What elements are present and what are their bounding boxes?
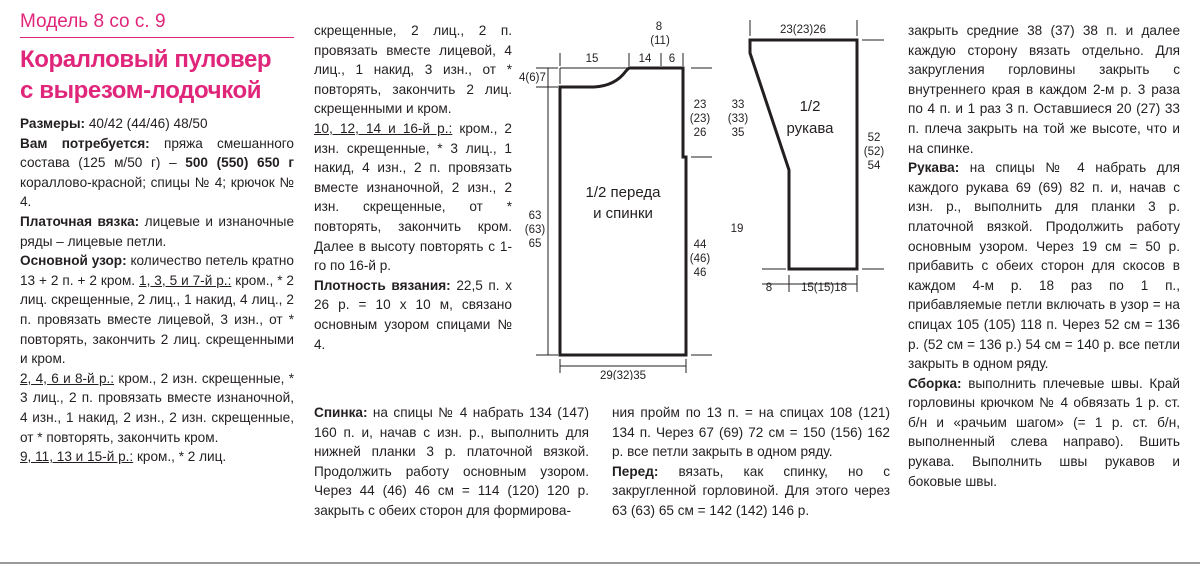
sleeves-label: Рукава: [908, 160, 960, 176]
sleeves-text: на спицы № 4 набрать для каждого рукава 69 (69) 82 п. и, начав с изн. р., выполнить для планки 3 р. платочной вязкой. Продолжить работу основным узором. Через 19 см = 50 р. прибавить с обеих сторон для скосов в каждом 4-м р. 18 раз по 1 п., прибавляемые петли включать в узор = на спицах 105 (105) 118 п. Через 52 см = 136 р. (52 см = 136 р.) 54 см = 140 р. все петли закрыть в одном ряду. [908, 160, 1180, 372]
sizes-label: Размеры: [20, 116, 86, 131]
sleeve-side-1: 33 [731, 99, 745, 111]
rows-2468-text: кром., 2 изн. скрещенные, * 3 лиц., 2 п. провязать вместе изнаночной, 4 изн., 1 накид, 2 изн., 2 изн. скрещенные, от * повторять, закончить кром. [20, 370, 294, 445]
gauge-label: Плотность вязания: [314, 277, 451, 293]
rows-9-15-paragraph [20, 447, 294, 467]
title-line-2: с вырезом-лодочкой [20, 77, 262, 104]
cuff-width-label: 15(15)18 [800, 282, 848, 294]
sizes-paragraph [20, 114, 294, 134]
body-length-2: (63) [524, 224, 546, 236]
neck-label: 14 [638, 53, 652, 65]
column-1 [20, 10, 294, 467]
rows-10-16-text: кром., 2 изн. скрещенные, * 3 лиц., 1 накид, 4 изн., 2 п. провязать вместе изнаночной, 2 изн., 2 изн. скрещенные, от * повторять, закончить кром. Далее в высоту повторять с 1-го по 16-й р. [314, 120, 512, 274]
pattern-schematic [512, 10, 912, 380]
sleeve-piece-label-1: 1/2 [799, 98, 821, 115]
top-total-label-1: 8 [655, 21, 663, 33]
column-5 [908, 21, 1180, 491]
assembly-paragraph [908, 374, 1180, 492]
schematic-svg [512, 10, 912, 380]
cuff-offset-label: 8 [765, 282, 773, 294]
materials-text-2: коралловo-красной; спицы № 4; крючок № 4. [20, 174, 294, 210]
model-reference: Модель 8 со с. 9 [20, 10, 294, 38]
body-piece-label-1: 1/2 переда [585, 184, 661, 201]
sizes-text: 40/42 (44/46) 48/50 [85, 116, 208, 131]
sleeve-outline [750, 40, 857, 269]
sleeve-length-3: 54 [867, 160, 881, 172]
back-label: Спинка: [314, 405, 368, 420]
back-paragraph [314, 403, 589, 521]
bottom-width-label: 29(32)35 [599, 370, 647, 380]
body-piece-label-2: и спинки [593, 205, 653, 222]
body-length-3: 65 [528, 238, 542, 250]
side-length-2: (46) [689, 253, 711, 265]
sleeve-top-label: 23(23)26 [779, 24, 827, 36]
front-text: вязать, как спинку, но с закругленной горловиной. Для этого через 63 (63) 65 см = 142 (142) 146 р. [612, 463, 890, 518]
shoulder-label: 15 [585, 53, 599, 65]
sleeve-length-1: 52 [867, 132, 881, 144]
rows-2468-label: 2, 4, 6 и 8-й р.: [20, 370, 115, 386]
body-length-1: 63 [528, 210, 542, 222]
main-pattern-text: количество петель кратно 13 + 2 п. + 2 кром. [20, 253, 294, 288]
neck-depth-label: 4(6)7 [519, 72, 546, 84]
rows-10-16-label: 10, 12, 14 и 16-й р.: [314, 120, 453, 136]
assembly-label: Сборка: [908, 375, 962, 391]
main-pattern-paragraph [20, 251, 294, 369]
bottom-rule [0, 562, 1200, 564]
front-paragraph [612, 462, 890, 521]
rows-9-15-label: 9, 11, 13 и 15-й р.: [20, 449, 134, 465]
materials-text: пряжа смешанного состава (125 м/50 г) – [20, 135, 294, 171]
article-title [20, 44, 294, 106]
rows-1357-text: кром., * 2 лиц. скрещенные, 2 лиц., 1 накид, 4 лиц., 2 п. провязать вместе лицевой, 3 изн., от * повторять, закончить 2 лиц. скрещенными и кром. [20, 272, 294, 367]
garter-stitch-text: лицевые и изнаночные ряды – лицевые петли. [20, 213, 294, 249]
front-continued: закрыть средние 38 (37) 38 п. и далее каждую сторону вязать отдельно. Для закругления горловины закрыть с внутреннего края в каждом 2-м р. 3 раза по 4 п. и 1 раз 3 п. Оставшиеся 20 (27) 33 п. плеча закрыть на той же высоте, что и на спинке. [908, 23, 1180, 156]
materials-paragraph [20, 134, 294, 212]
sleeve-side-3: 35 [731, 127, 745, 139]
sleeve-side-2: (33) [727, 113, 749, 125]
armhole-height-1: 23 [693, 99, 707, 111]
garter-stitch-label: Платочная вязка: [20, 213, 140, 229]
column-2 [314, 21, 512, 354]
sleeve-piece-label-2: рукава [786, 120, 834, 137]
side-length-3: 46 [693, 267, 707, 279]
assembly-text: выполнить плечевые швы. Край горловины крючком № 4 обвязать 1 р. ст. б/н и «рачьим шагом» (= 1 р. ст. б/н, выполненный слева направо). Вшить рукава. Выполнить швы рукавов и боковые швы. [908, 375, 1180, 489]
rows-9-15-text: кром., * 2 лиц. [133, 449, 227, 465]
gauge-text: 22,5 п. х 26 р. = 10 х 10 м, связано основным узором спицами № 4. [314, 277, 512, 352]
top-total-label-2: (11) [650, 35, 670, 47]
sleeves-paragraph [908, 158, 1180, 374]
armhole-height-3: 26 [693, 127, 707, 139]
pattern-continued: скрещенные, 2 лиц., 2 п. провязать вместе лицевой, 4 лиц., 1 накид, 3 изн., от * повторять, закончить 2 лиц. скрещенными и кром. [314, 23, 512, 117]
main-pattern-label: Основной узор: [20, 253, 127, 269]
rows-2468-paragraph [20, 369, 294, 447]
sleeve-length-2: (52) [863, 146, 885, 158]
armhole-width-label: 6 [668, 53, 676, 65]
materials-amount: 500 (550) 650 г [185, 155, 294, 171]
side-length-1: 44 [693, 239, 707, 251]
column-3 [314, 403, 589, 521]
back-text: на спицы № 4 набрать 134 (147) 160 п. и, начав с изн. р., выполнить для нижней планки 3 р. платочной вязкой. Продолжить работу основным узором. Через 44 (46) 46 см = 114 (120) 120 р. закрыть с обеих сторон для формирова- [314, 405, 589, 518]
rows-1357-label: 1, 3, 5 и 7-й р.: [139, 272, 232, 288]
sleeve-straight-label: 19 [730, 223, 744, 235]
materials-label: Вам потребуется: [20, 135, 150, 151]
front-label: Перед: [612, 463, 659, 479]
column-4 [612, 403, 890, 521]
garter-stitch-paragraph [20, 212, 294, 251]
armhole-height-2: (23) [689, 113, 711, 125]
title-line-1: Коралловый пуловер [20, 46, 272, 73]
back-continued: ния пройм по 13 п. = на спицах 108 (121) 134 п. Через 67 (69) 72 см = 150 (156) 162 р. все петли закрыть в одном ряду. [612, 405, 890, 460]
rows-10-16-paragraph [314, 119, 512, 276]
gauge-paragraph [314, 276, 512, 354]
